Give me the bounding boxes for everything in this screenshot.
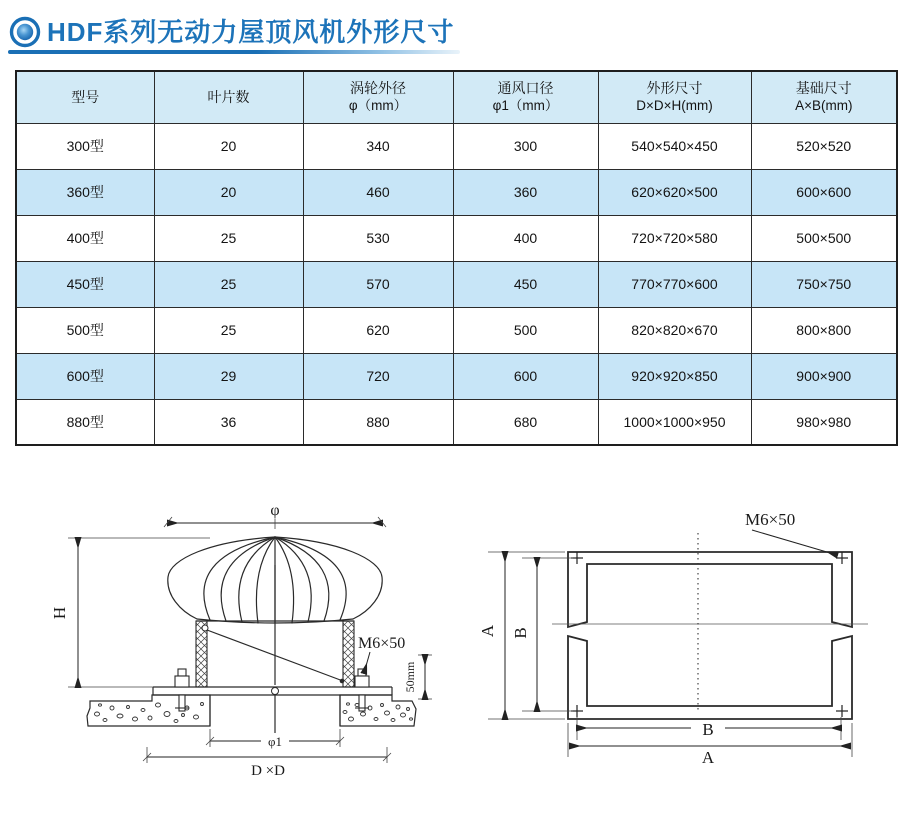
cell: 540×540×450 — [598, 123, 751, 169]
offset-dimension — [403, 655, 432, 699]
inner-vertical-label: B — [511, 627, 530, 639]
base-plan-diagram — [475, 495, 910, 805]
cell: 680 — [453, 399, 598, 445]
column-header-turbine-diameter: 涡轮外径 φ（mm） — [303, 71, 453, 123]
cell: 300 — [453, 123, 598, 169]
cell: 20 — [154, 169, 303, 215]
cell: 770×770×600 — [598, 261, 751, 307]
phi-dimension — [164, 502, 386, 529]
cell: 750×750 — [751, 261, 897, 307]
cell: 36 — [154, 399, 303, 445]
cell: 520×520 — [751, 123, 897, 169]
table-row — [16, 353, 897, 399]
table-row — [16, 307, 897, 353]
cell: 25 — [154, 261, 303, 307]
cell: 800×800 — [751, 307, 897, 353]
cell-model: 500型 — [16, 307, 154, 353]
table-row — [16, 399, 897, 445]
cell-model: 360型 — [16, 169, 154, 215]
bolt-label: M6×50 — [745, 510, 796, 529]
cell: 900×900 — [751, 353, 897, 399]
column-header-vent-diameter: 通风口径 φ1（mm） — [453, 71, 598, 123]
cell: 570 — [303, 261, 453, 307]
cell: 980×980 — [751, 399, 897, 445]
cell: 620 — [303, 307, 453, 353]
cell: 25 — [154, 215, 303, 261]
cell: 720×720×580 — [598, 215, 751, 261]
cell: 620×620×500 — [598, 169, 751, 215]
inner-horizontal-label: B — [702, 720, 714, 739]
cell: 29 — [154, 353, 303, 399]
table-row — [16, 261, 897, 307]
cell: 920×920×850 — [598, 353, 751, 399]
cell: 880 — [303, 399, 453, 445]
table-row — [16, 215, 897, 261]
cell: 340 — [303, 123, 453, 169]
cell: 500×500 — [751, 215, 897, 261]
bullseye-icon — [8, 15, 42, 49]
outer-vertical-label: A — [478, 624, 497, 638]
fan-section-diagram — [40, 495, 470, 805]
cell: 360 — [453, 169, 598, 215]
cell: 25 — [154, 307, 303, 353]
outer-horizontal-label: A — [701, 748, 715, 767]
spec-table — [15, 70, 896, 446]
cell: 600×600 — [751, 169, 897, 215]
cell: 460 — [303, 169, 453, 215]
cell: 20 — [154, 123, 303, 169]
header-row — [16, 71, 897, 123]
cell-model: 600型 — [16, 353, 154, 399]
cell-model: 450型 — [16, 261, 154, 307]
cell: 720 — [303, 353, 453, 399]
bolt-callout — [745, 510, 837, 555]
cell-model: 300型 — [16, 123, 154, 169]
column-header-blades: 叶片数 — [154, 71, 303, 123]
phi-label: φ — [270, 502, 280, 519]
dimensions-table — [15, 70, 898, 446]
column-header-model: 型号 — [16, 71, 154, 123]
cell: 820×820×670 — [598, 307, 751, 353]
dxd-dimension — [143, 747, 391, 779]
cell: 400 — [453, 215, 598, 261]
column-header-outline-size: 外形尺寸 D×D×H(mm) — [598, 71, 751, 123]
cell: 450 — [453, 261, 598, 307]
table-row — [16, 123, 897, 169]
base-frame — [552, 533, 868, 719]
roof-slab — [87, 695, 416, 726]
table-row — [16, 169, 897, 215]
bolt-label: M6×50 — [358, 635, 406, 652]
title-underline — [8, 50, 460, 54]
inner-horizontal-dimension — [577, 717, 841, 740]
height-label: H — [50, 606, 69, 620]
column-header-base-size: 基础尺寸 A×B(mm) — [751, 71, 897, 123]
bolt-callout — [358, 635, 405, 673]
dxd-label: D ×D — [251, 763, 285, 779]
inner-vertical-dimension — [511, 558, 573, 711]
phi1-label: φ1 — [267, 734, 283, 749]
title-bar — [0, 0, 910, 60]
cell: 500 — [453, 307, 598, 353]
cell-model: 400型 — [16, 215, 154, 261]
cell-model: 880型 — [16, 399, 154, 445]
cell: 600 — [453, 353, 598, 399]
offset-label: 50mm — [403, 661, 417, 693]
cell: 530 — [303, 215, 453, 261]
cell: 1000×1000×950 — [598, 399, 751, 445]
page-title: HDF系列无动力屋顶风机外形尺寸 — [47, 17, 455, 47]
bolt-hole-marks — [571, 552, 848, 717]
